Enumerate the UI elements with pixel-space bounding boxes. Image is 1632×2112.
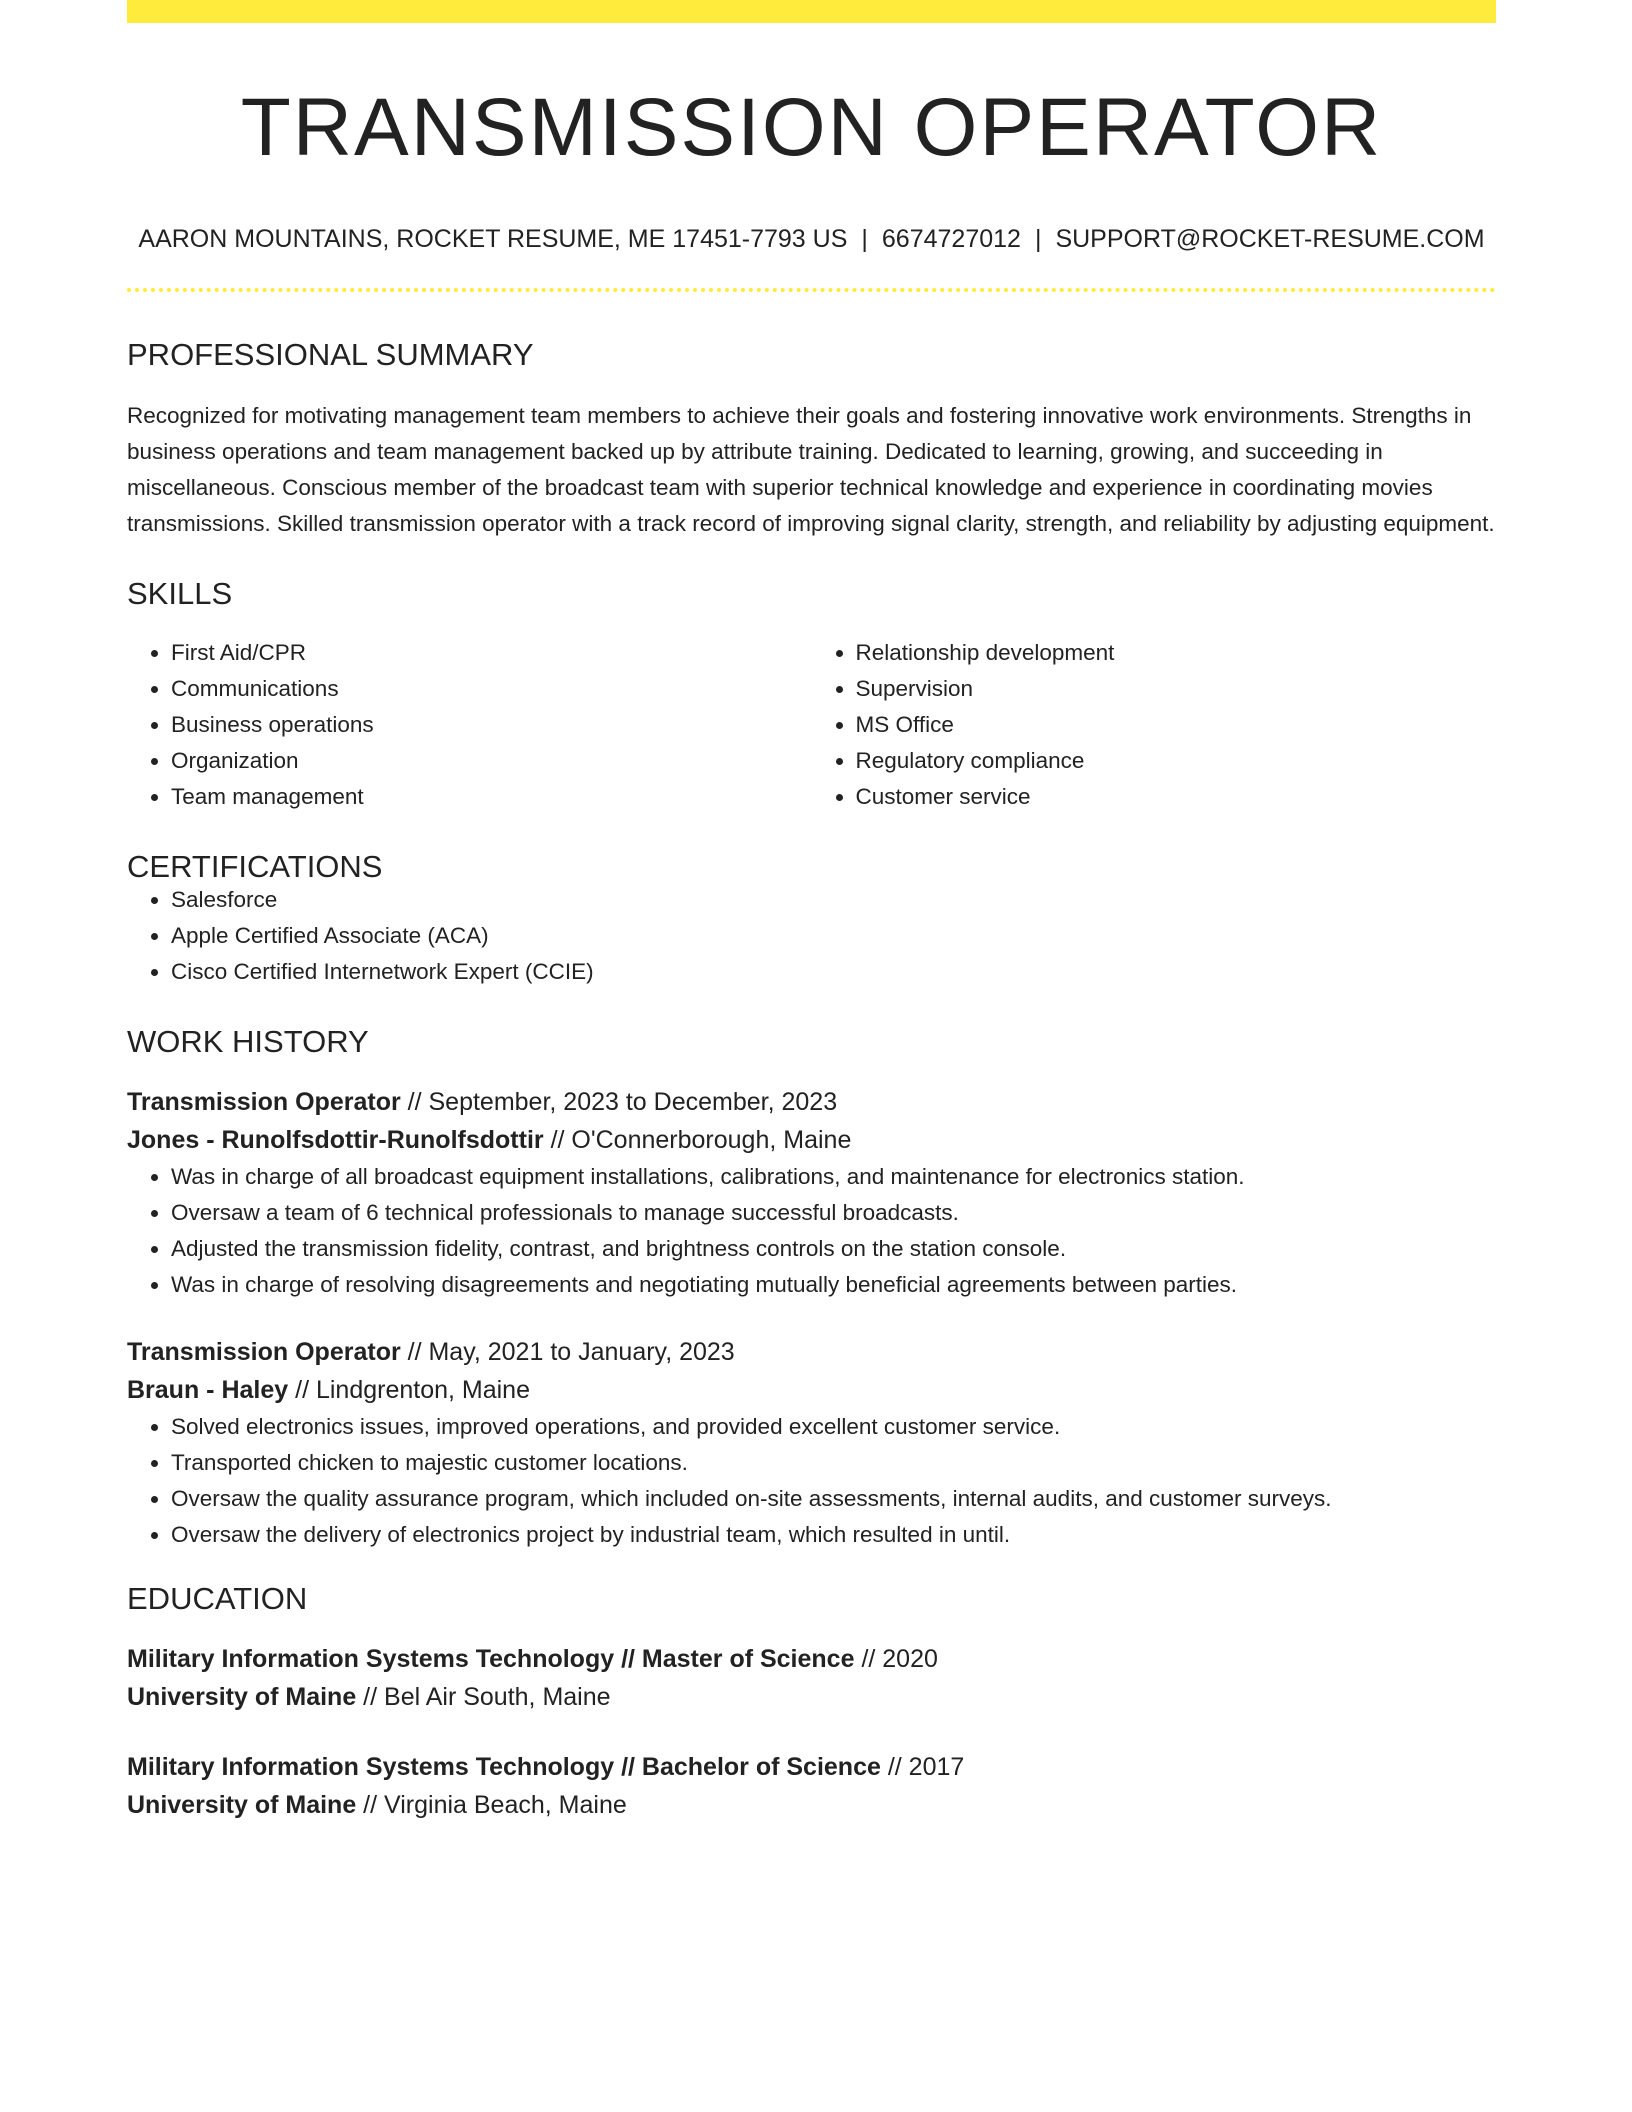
job-role: Transmission Operator	[127, 1088, 401, 1116]
summary-heading: PROFESSIONAL SUMMARY	[127, 337, 534, 372]
job-role: Transmission Operator	[127, 1338, 401, 1366]
job-bullet: • Oversaw the quality assurance program, which included on-site assessments, internal audits, and customer surveys.	[171, 1481, 1496, 1517]
job-bullet: • Oversaw a team of 6 technical professionals to manage successful broadcasts.	[171, 1195, 1496, 1231]
education-entry	[127, 1640, 1496, 1716]
resume-title: TRANSMISSION OPERATOR	[240, 82, 1383, 173]
work-history-heading: WORK HISTORY	[127, 1024, 369, 1059]
education-school-line	[127, 1786, 1496, 1824]
skill-item: • Business operations	[171, 707, 812, 743]
education-year: // 2020	[854, 1645, 938, 1673]
skill-item: • Organization	[171, 743, 812, 779]
summary-text: Recognized for motivating management team members to achieve their goals and fostering innovative work environments. Strengths in business operations and team management backed up by attribute training. Dedicated to learning, growing, and succeeding in miscellaneous. Conscious member of the broadcast team with superior technical knowledge and experience in coordinating movies transmissions. Skilled transmission operator with a track record of improving signal clarity, strength, and reliability by adjusting equipment.	[127, 403, 1495, 536]
contact-separator: |	[1034, 225, 1042, 253]
job-bullet: • Solved electronics issues, improved operations, and provided excellent customer service.	[171, 1409, 1496, 1445]
job-entry	[127, 1333, 1496, 1553]
skills-heading: SKILLS	[127, 576, 233, 611]
contact-email[interactable]: SUPPORT@ROCKET-RESUME.COM	[1055, 225, 1485, 253]
job-dates: // September, 2023 to December, 2023	[400, 1088, 838, 1116]
education-degree-line	[127, 1640, 1496, 1678]
dotted-divider	[127, 288, 1496, 292]
skill-item: • Supervision	[856, 671, 1497, 707]
education-heading: EDUCATION	[127, 1581, 308, 1616]
skill-item: • MS Office	[856, 707, 1497, 743]
skills-list-left	[127, 635, 812, 815]
job-company-line	[127, 1371, 1496, 1409]
job-company: Braun - Haley	[127, 1376, 289, 1404]
skill-item: • Relationship development	[856, 635, 1497, 671]
contact-line	[127, 227, 1496, 252]
resume-page	[127, 0, 1496, 1824]
job-location: // Lindgrenton, Maine	[288, 1376, 530, 1404]
job-company: Jones - Runolfsdottir-Runolfsdottir	[127, 1126, 544, 1154]
skills-list-right	[812, 635, 1497, 815]
job-dates: // May, 2021 to January, 2023	[400, 1338, 735, 1366]
job-bullet: • Transported chicken to majestic customer locations.	[171, 1445, 1496, 1481]
education-degree: Military Information Systems Technology // Master of Science	[127, 1645, 855, 1673]
education-year: // 2017	[880, 1753, 965, 1781]
job-company-line	[127, 1121, 1496, 1159]
job-bullets	[127, 1409, 1496, 1553]
education-degree-line	[127, 1748, 1496, 1786]
education-school: University of Maine	[127, 1791, 357, 1819]
job-bullets	[127, 1159, 1496, 1303]
contact-separator: |	[861, 225, 868, 253]
job-entry	[127, 1083, 1496, 1303]
certification-item: • Apple Certified Associate (ACA)	[171, 918, 1496, 954]
skills-columns	[127, 635, 1496, 815]
job-bullet: • Was in charge of all broadcast equipment installations, calibrations, and maintenance for electronics station.	[171, 1159, 1496, 1195]
job-role-line	[127, 1083, 1496, 1121]
education-location: // Virginia Beach, Maine	[356, 1791, 627, 1819]
skill-item: • Communications	[171, 671, 812, 707]
job-bullet: • Adjusted the transmission fidelity, contrast, and brightness controls on the station console.	[171, 1231, 1496, 1267]
job-bullet: • Oversaw the delivery of electronics project by industrial team, which resulted in until.	[171, 1517, 1496, 1553]
job-location: // O'Connerborough, Maine	[543, 1126, 852, 1154]
skill-item: • Customer service	[856, 779, 1497, 815]
skill-item: • First Aid/CPR	[171, 635, 812, 671]
education-school-line	[127, 1678, 1496, 1716]
education-location: // Bel Air South, Maine	[356, 1683, 611, 1711]
certifications-heading: CERTIFICATIONS	[127, 849, 383, 884]
certifications-list	[127, 882, 1496, 990]
certification-item: • Cisco Certified Internetwork Expert (CCIE)	[171, 954, 1496, 990]
accent-top-bar	[127, 0, 1496, 23]
contact-address: AARON MOUNTAINS, ROCKET RESUME, ME 17451-7793 US	[138, 225, 848, 253]
education-degree: Military Information Systems Technology // Bachelor of Science	[127, 1753, 881, 1781]
certification-item: • Salesforce	[171, 882, 1496, 918]
skill-item: • Regulatory compliance	[856, 743, 1497, 779]
education-school: University of Maine	[127, 1683, 357, 1711]
skill-item: • Team management	[171, 779, 812, 815]
job-bullet: • Was in charge of resolving disagreements and negotiating mutually beneficial agreements between parties.	[171, 1267, 1496, 1303]
job-role-line	[127, 1333, 1496, 1371]
contact-phone[interactable]: 6674727012	[881, 225, 1021, 253]
education-entry	[127, 1748, 1496, 1824]
